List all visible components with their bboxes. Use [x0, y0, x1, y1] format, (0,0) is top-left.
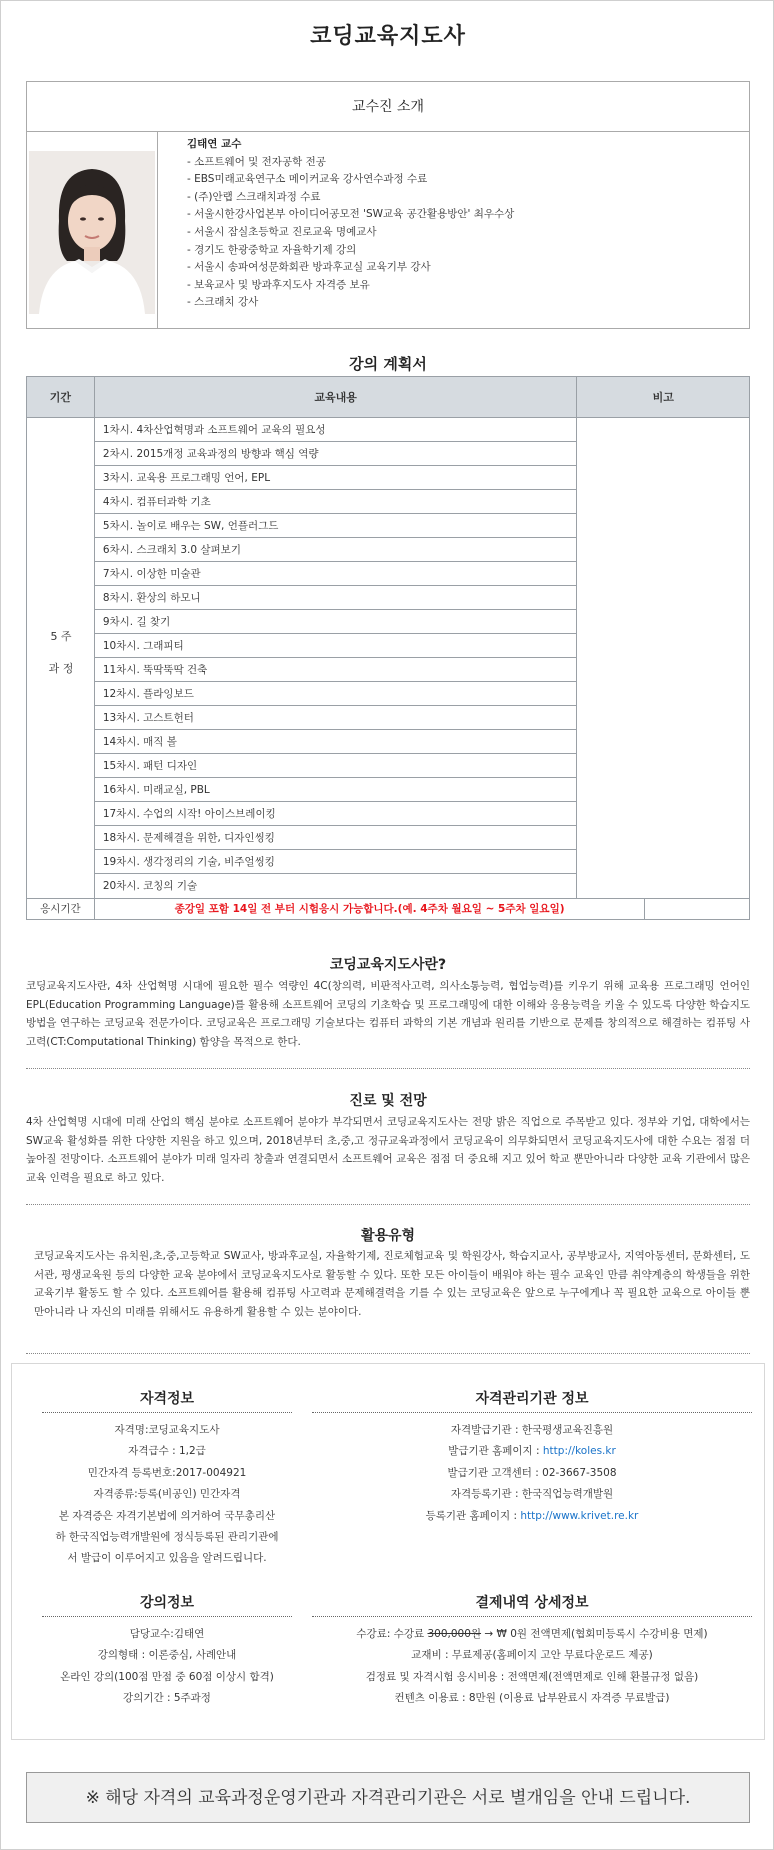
session-row: 16차시. 미래교실, PBL [95, 778, 577, 802]
session-row: 15차시. 패턴 디자인 [95, 754, 577, 778]
divider [26, 1204, 750, 1205]
session-row: 9차시. 길 찾기 [95, 610, 577, 634]
divider [26, 1353, 750, 1354]
agency-registrar: 자격등록기관 : 한국직업능력개발원 [450, 1488, 614, 1501]
payment-list [312, 1624, 752, 1710]
qualification-list [32, 1420, 302, 1570]
course-line: 담당교수:김태연 [129, 1628, 205, 1640]
session-row: 3차시. 교육용 프로그래밍 언어, EPL [95, 466, 577, 490]
plan-heading: 강의 계획서 [349, 355, 427, 373]
period-course: 과 정 [48, 662, 74, 675]
session-row: 6차시. 스크래치 3.0 살펴보기 [95, 538, 577, 562]
session-row: 13차시. 고스트헌터 [95, 706, 577, 730]
notice-banner: ※ 해당 자격의 교육과정운영기관과 자격관리기관은 서로 별개임을 안내 드립니다. [26, 1772, 750, 1823]
qualification-line: 서 발급이 이루어지고 있음을 알려드립니다. [67, 1552, 267, 1565]
session-row: 11차시. 뚝딱뚝딱 건축 [95, 658, 577, 682]
about-text: 코딩교육지도사란, 4차 산업혁명 시대에 필요한 필수 역량인 4C(창의력, 비판적사고력, 의사소통능력, 협업능력)를 키우기 위해 교육용 프로그래밍 언어인 EPL(Education Programming Language)를 활용해 소프트웨어 코딩의 기초학습 및 프로그래밍에 대한 이해와 응용능력을 키울 수 있도록 다양한 학습지도 방법을 연구하는 코딩교육 전문가이다. 코딩교육은 프로그래밍 기술보다는 컴퓨터 과학의 기본 개념과 원리를 기반으로 문제를 창의적으로 해결하는 컴퓨팅 사고력(CT:Computational Thinking) 함양을 목적으로 한다. [26, 980, 750, 1048]
career-item: - 소프트웨어 및 전자공학 전공 [187, 155, 326, 168]
professor-photo [29, 151, 155, 314]
session-row: 2차시. 2015개정 교육과정의 방향과 핵심 역량 [95, 442, 577, 466]
professor-box [26, 81, 750, 329]
agency-center: 발급기관 고객센터 : 02-3667-3508 [447, 1466, 617, 1479]
qualification-line: 자격명:코딩교육지도사 [114, 1424, 220, 1436]
session-row: 17차시. 수업의 시작! 아이스브레이킹 [95, 802, 577, 826]
period-weeks: 5 주 [50, 630, 72, 643]
qualification-heading: 자격정보 [139, 1391, 195, 1407]
exam-period-text: 종강일 포함 14일 전 부터 시험응시 가능합니다.(예. 4주차 월요일 ~ 5주차 일요일) [95, 899, 645, 919]
payment-materials: 교재비 : 무료제공(홈페이지 고안 무료다운로드 제공) [411, 1649, 653, 1662]
plan-sessions [95, 418, 578, 898]
course-list [32, 1624, 302, 1710]
course-heading: 강의정보 [139, 1595, 195, 1611]
agency-heading: 자격관리기관 정보 [475, 1391, 589, 1407]
agency-list [312, 1420, 752, 1527]
career-item: - EBS미래교육연구소 메이커교육 강사연수과정 수료 [187, 173, 428, 186]
professor-bio [187, 136, 727, 312]
payment-content-fee: 컨텐츠 이용료 : 8만원 (이용료 납부완료시 자격증 무료발급) [394, 1692, 670, 1705]
career-item: - 서울시 잠실초등학교 진로교육 명예교사 [187, 225, 377, 238]
session-row: 12차시. 플라잉보드 [95, 682, 577, 706]
course-line: 강의형태 : 이론중심, 사례안내 [97, 1649, 237, 1662]
payment-heading: 결제내역 상세정보 [475, 1595, 589, 1611]
usage-heading: 활용유형 [360, 1228, 416, 1244]
qualification-line: 본 자격증은 자격기본법에 의거하여 국무총리산 [58, 1509, 276, 1522]
professor-photo-cell [27, 132, 158, 328]
issuer-homepage-link[interactable]: http://koles.kr [542, 1445, 616, 1458]
session-row: 18차시. 문제해결을 위한, 디자인씽킹 [95, 826, 577, 850]
page-title: 코딩교육지도사 [310, 24, 466, 49]
course-line: 강의기간 : 5주과정 [123, 1692, 211, 1705]
exam-period-row [27, 898, 749, 919]
career-text: 4차 산업혁명 시대에 미래 산업의 핵심 분야로 소프트웨어 분야가 부각되면서 코딩교육지도사는 전망 밝은 직업으로 주목받고 있다. 정부와 기업, 대학에서는 SW교육 활성화를 위한 다양한 지원을 하고 있으며, 2018년부터 초,중,고 정규교육과정에서 코딩교육이 의무화되면서 코딩교육지도사에 대한 수요는 점점 더 높아질 전망이다. 소프트웨어 분야가 미래 일자리 창출과 연결되면서 소프트웨어 교육은 점점 더 중요해 지고 있어 학교 뿐만아니라 다양한 교육 기관에서 많은 교육 인력을 필요로 하고 있다. [26, 1116, 750, 1184]
session-row: 10차시. 그래피티 [95, 634, 577, 658]
plan-table-header [27, 377, 749, 418]
plan-table [26, 376, 750, 920]
session-row: 20차시. 코칭의 기술 [102, 880, 198, 892]
divider [42, 1616, 292, 1617]
usage-text: 코딩교육지도사는 유치원,초,중,고등학교 SW교사, 방과후교실, 자율학기제, 진로체험교육 및 학원강사, 학습지교사, 공부방교사, 지역아동센터, 문화센터, 도서관, 평생교육원 등의 다양한 교육 분야에서 코딩교육지도사로 활동할 수 있다. 또한 모든 아이들이 배워야 하는 필수 교육인 만큼 취약계층의 학생들을 위한 교육기부 활동도 할 수 있다. 소프트웨어를 활용해 컴퓨팅 사고력과 문제해결력을 기를 수 있는 코딩교육은 앞으로 누구에게나 꼭 필요한 교육으로 아이들 뿐만아니라 나 자신의 미래를 위해서도 유용하게 활용할 수 있는 분야이다. [34, 1250, 750, 1318]
session-row: 1차시. 4차산업혁명과 소프트웨어 교육의 필요성 [95, 418, 577, 442]
divider [26, 1068, 750, 1069]
payment-fee: 수강료: 수강료 300,000원 → ₩ 0원 전액면제(협회미등록시 수강비용 면제) [356, 1628, 708, 1640]
registrar-homepage-link[interactable]: http://www.krivet.re.kr [520, 1509, 639, 1522]
portrait-icon [29, 151, 155, 314]
session-row: 19차시. 생각정리의 기술, 비주얼씽킹 [95, 850, 577, 874]
qualification-line: 자격급수 : 1,2급 [128, 1445, 206, 1458]
career-heading: 진로 및 전망 [349, 1093, 427, 1109]
column-header-content: 교육내용 [95, 377, 578, 417]
session-row: 5차시. 놀이로 배우는 SW, 언플러그드 [95, 514, 577, 538]
career-item: - 서울시한강사업본부 아이디어공모전 'SW교육 공간활용방안' 최우수상 [187, 208, 515, 221]
qualification-line: 민간자격 등록번호:2017-004921 [87, 1466, 247, 1479]
qualification-line: 자격종류:등록(비공인) 민간자격 [93, 1488, 241, 1501]
divider [312, 1616, 752, 1617]
about-heading: 코딩교육지도사란? [329, 957, 447, 973]
registrar-homepage-line: 등록기관 홈페이지 : http://www.krivet.re.kr [425, 1509, 639, 1522]
session-row: 4차시. 컴퓨터과학 기초 [95, 490, 577, 514]
session-row: 8차시. 환상의 하모니 [95, 586, 577, 610]
career-item: - 보육교사 및 방과후지도사 자격증 보유 [187, 278, 370, 291]
career-item: - 스크래치 강사 [187, 296, 259, 309]
course-line: 온라인 강의(100점 만점 중 60점 이상시 합격) [60, 1670, 274, 1683]
column-header-period: 기간 [27, 377, 95, 417]
professor-heading: 교수진 소개 [27, 82, 749, 132]
qualification-line: 하 한국직업능력개발원에 정식등록된 관리기관에 [55, 1531, 279, 1544]
divider [312, 1412, 752, 1413]
divider [42, 1412, 292, 1413]
session-row: 7차시. 이상한 미술관 [95, 562, 577, 586]
original-fee: 300,000원 [427, 1628, 482, 1640]
payment-exam-fee: 검정료 및 자격시험 응시비용 : 전액면제(전액면제로 인해 환불규정 없음) [365, 1670, 699, 1683]
career-item: - 경기도 한광중학교 자율학기제 강의 [187, 243, 357, 256]
plan-period-cell [27, 418, 95, 898]
agency-issuer: 자격발급기관 : 한국평생교육진흥원 [450, 1424, 614, 1436]
column-header-note: 비고 [652, 391, 674, 404]
career-item: - (주)안랩 스크래치과정 수료 [187, 190, 321, 203]
career-item: - 서울시 송파여성문화회관 방과후교실 교육기부 강사 [187, 261, 431, 274]
info-box [11, 1363, 765, 1740]
professor-name: 김태연 교수 [187, 138, 242, 150]
exam-period-label: 응시기간 [27, 899, 95, 919]
session-row: 14차시. 매직 볼 [95, 730, 577, 754]
plan-note-cell [577, 418, 749, 898]
agency-homepage-line: 발급기관 홈페이지 : http://koles.kr [448, 1445, 616, 1458]
